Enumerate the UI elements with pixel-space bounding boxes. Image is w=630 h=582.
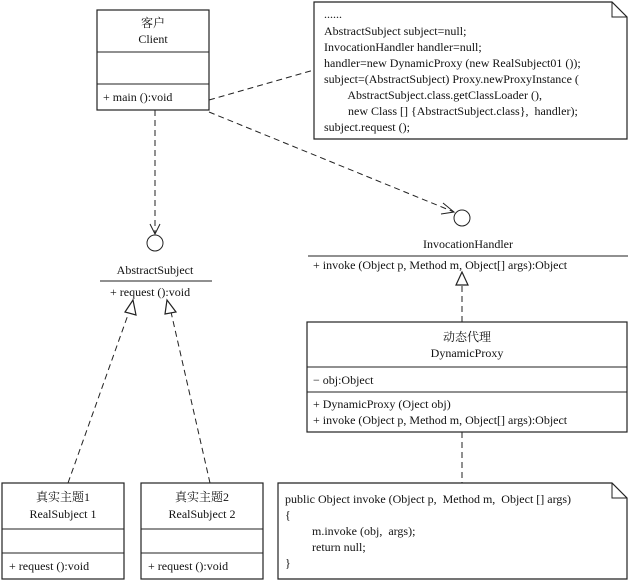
class-name: DynamicProxy — [430, 346, 504, 360]
realization-triangle-icon — [165, 300, 176, 314]
class-name: RealSubject 1 — [29, 507, 97, 521]
code-line: subject=(AbstractSubject) Proxy.newProxyInstance ( — [324, 72, 579, 86]
class-dynamicproxy — [307, 322, 627, 432]
code-line: { — [285, 508, 291, 522]
code-line: m.invoke (obj, args); — [300, 524, 416, 538]
realization-triangle-icon — [125, 300, 136, 315]
class-realsubject2 — [141, 483, 263, 579]
class-method: + request ():void — [9, 559, 90, 573]
class-name: RealSubject 2 — [168, 507, 236, 521]
interface-invocationhandler — [308, 210, 628, 272]
note-client-code — [314, 2, 627, 139]
class-name: Client — [138, 32, 168, 46]
class-attribute: − obj:Object — [313, 373, 374, 387]
realization-realsubject2 — [171, 312, 210, 483]
note-invoke-code — [278, 483, 627, 579]
code-line: AbstractSubject subject=null; — [324, 24, 467, 38]
class-client — [97, 10, 209, 110]
code-line: InvocationHandler handler=null; — [324, 40, 482, 54]
class-method: + DynamicProxy (Oject obj) — [313, 397, 451, 411]
interface-method: + invoke (Object p, Method m, Object[] args):Object — [313, 258, 568, 272]
class-method: + invoke (Object p, Method m, Object[] args):Object — [313, 413, 568, 427]
code-line: ...... — [324, 7, 342, 21]
interface-lollipop-icon — [147, 235, 163, 251]
interface-name: InvocationHandler — [423, 237, 513, 251]
interface-abstractsubject — [100, 235, 212, 299]
code-line: subject.request (); — [324, 120, 410, 134]
code-line: } — [285, 556, 291, 570]
code-line: handler=new DynamicProxy (new RealSubject01 ()); — [324, 56, 581, 70]
class-name-cn: 真实主题2 — [174, 490, 230, 504]
arrowhead-icon — [441, 203, 454, 214]
interface-name: AbstractSubject — [116, 263, 194, 277]
interface-method: + request ():void — [110, 285, 191, 299]
client-note-anchor — [209, 70, 314, 100]
class-method: + request ():void — [148, 559, 229, 573]
interface-lollipop-icon — [454, 210, 470, 226]
class-method: + main ():void — [103, 90, 173, 104]
code-line: new Class [] {AbstractSubject.class}, handler); — [336, 104, 578, 118]
class-realsubject1 — [2, 483, 124, 579]
realization-triangle-icon — [456, 272, 468, 285]
class-name-cn: 动态代理 — [442, 330, 492, 344]
code-line: public Object invoke (Object p, Method m, Object [] args) — [285, 492, 572, 506]
code-line: return null; — [300, 540, 366, 554]
class-name-cn: 真实主题1 — [35, 490, 91, 504]
class-name-cn: 客户 — [140, 16, 166, 30]
realization-realsubject1 — [68, 312, 129, 483]
code-line: AbstractSubject.class.getClassLoader (), — [336, 88, 542, 102]
